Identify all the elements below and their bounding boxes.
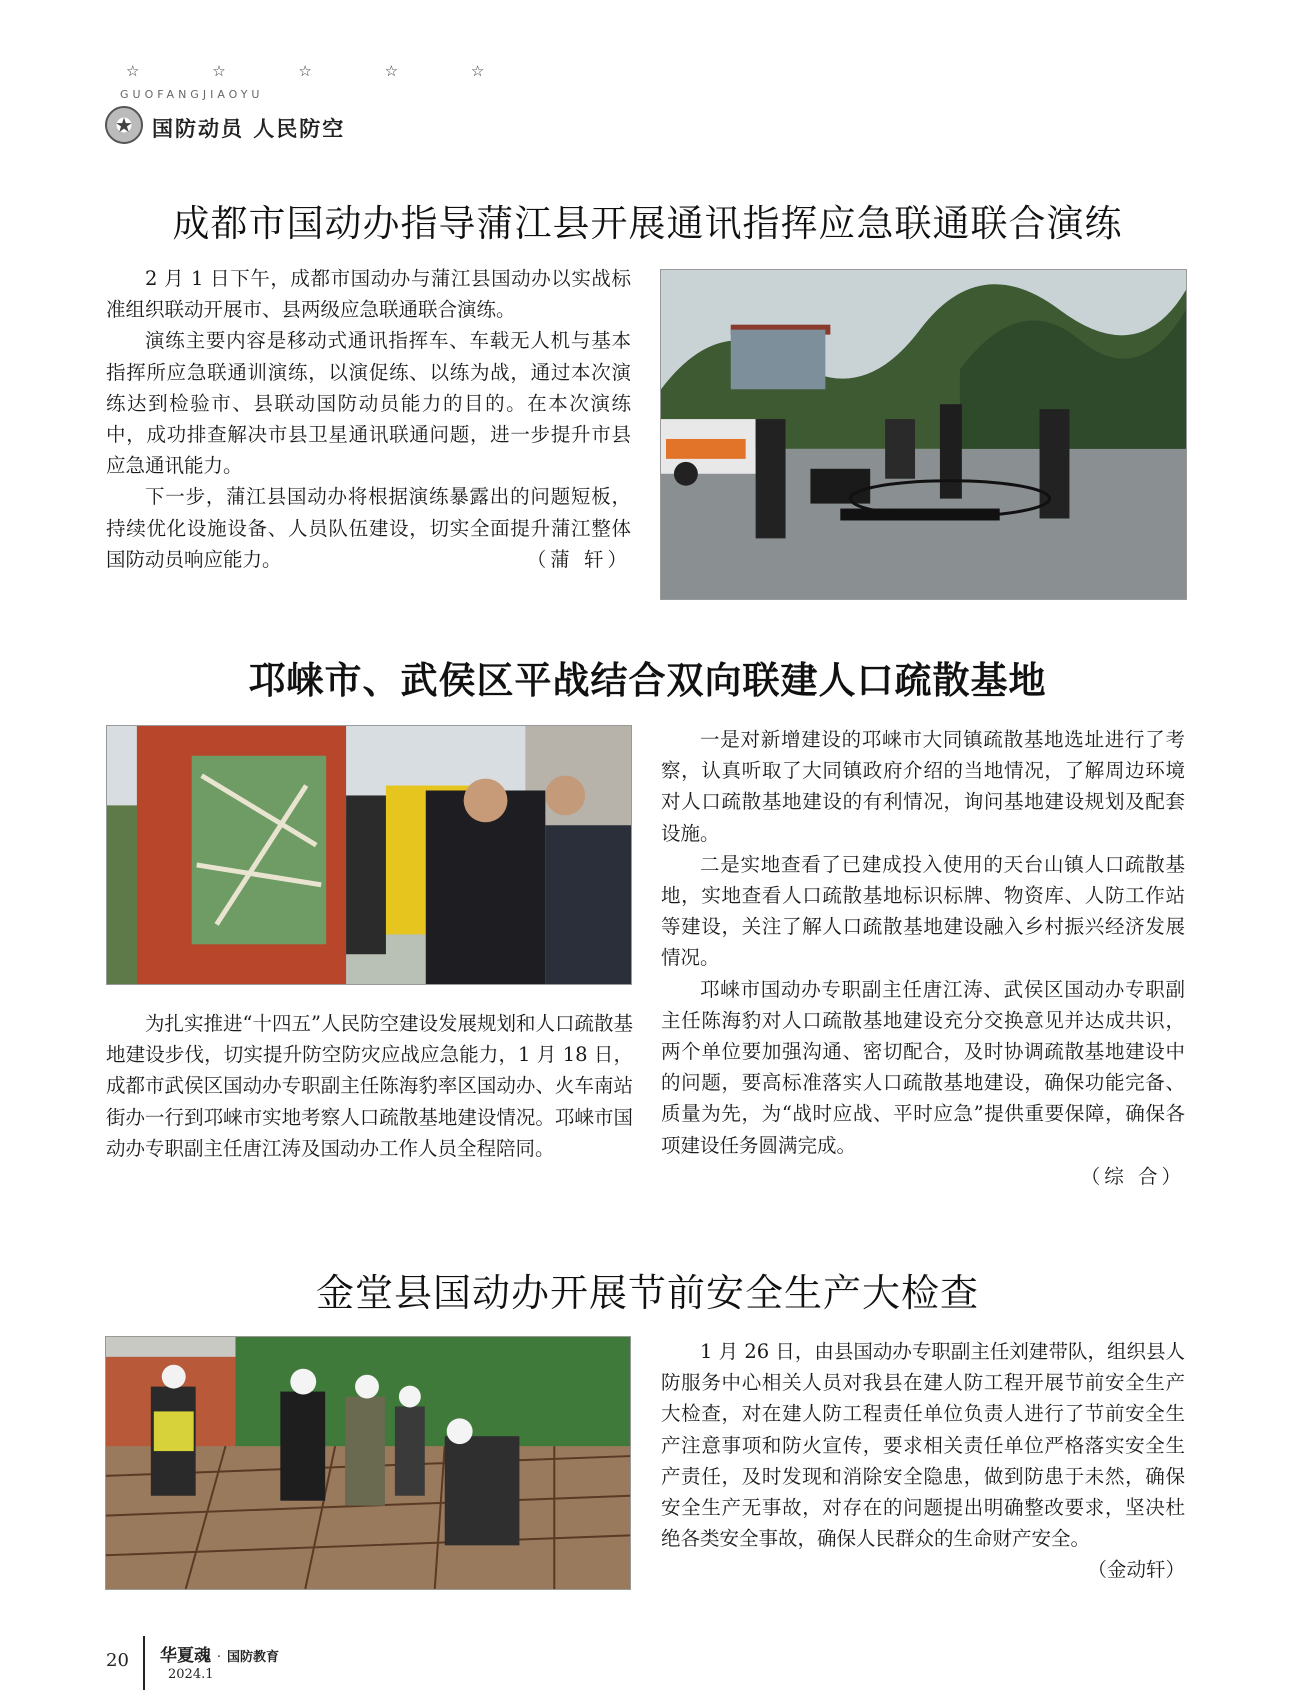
article3-paragraph: 1 月 26 日，由县国动办专职副主任刘建带队，组织县人防服务中心相关人员对我县在建人防工程开展节前安全生产大检查，对在建人防工程责任单位负责人进行了节前安全生产注意事项和防火宣传，要求相关责任单位严格落实安全生产责任，及时发现和消除安全隐患，做到防患于未然，确保安全生产无事故，对存在的问题提出明确整改要求，坚决杜绝各类安全事故，确保人民群众的生命财产安全。 （金动轩） (661, 1336, 1185, 1554)
article3-photo-site-inspection (105, 1336, 631, 1590)
article1-photo-drill-drone (660, 269, 1187, 600)
article3-body (661, 1336, 1185, 1586)
footer-separator: · (216, 1650, 222, 1665)
article1-paragraph: 2 月 1 日下午，成都市国动办与蒲江县国动办以实战标准组织联动开展市、县两级应急联通联合演练。 (106, 267, 631, 322)
article2-body-right (661, 724, 1185, 1192)
article2-paragraph: 一是对新增建设的邛崃市大同镇疏散基地选址进行了考察，认真听取了大同镇政府介绍的当地情况，了解周边环境对人口疏散基地建设的有利情况，询问基地建设规划及配套设施。 (661, 728, 1185, 845)
article2-photo-evacuation-map (106, 725, 632, 985)
article1-paragraph: 演练主要内容是移动式通讯指挥车、车载无人机与基本指挥所应急联通训演练，以演促练、以练为战，通过本次演练达到检验市、县联动国防动员能力的目的。在本次演练中，成功排查解决市县卫星通讯联通问题，进一步提升市县应急通讯能力。 (106, 329, 631, 478)
page-number: 20 (106, 1650, 129, 1671)
footer-magazine: 国防教育 (226, 1650, 279, 1665)
star-emblem-icon: ★ (105, 106, 143, 144)
footer-issue: 2024.1 (168, 1667, 214, 1682)
article2-paragraph: 邛崃市国动办专职副主任唐江涛、武侯区国动办专职副主任陈海豹对人口疏散基地建设充分交换意见并达成共识，两个单位要加强沟通、密切配合，及时协调疏散基地建设中的问题，要高标准落实人口疏散基地建设，确保功能完备、质量为先，为“战时应战、平时应急”提供重要保障，确保各项建设任务圆满完成。 (661, 977, 1185, 1157)
article2-paragraph: 二是实地查看了已建成投入使用的天台山镇人口疏散基地，实地查看人口疏散基地标识标牌、物资库、人防工作站等建设，关注了解人口疏散基地建设融入乡村振兴经济发展情况。 (661, 852, 1185, 970)
article1-body (106, 263, 631, 575)
article3-signature: （金动轩） (1087, 1558, 1185, 1582)
footer-brand (160, 1641, 279, 1666)
header-pinyin: GUOFANGJIAOYU (120, 88, 264, 101)
article1-title: 成都市国动办指导蒲江县开展通讯指挥应急联通联合演练 (172, 202, 1123, 245)
article1-signature: （蒲 轩） (526, 547, 631, 571)
article2-title: 邛崃市、武侯区平战结合双向联建人口疏散基地 (248, 659, 1047, 702)
footer-brand-name: 华夏魂 (160, 1646, 211, 1666)
section-title: 国防动员 人民防空 (152, 116, 346, 141)
article3-title: 金堂县国动办开展节前安全生产大检查 (315, 1271, 979, 1315)
header-stars: ☆ ☆ ☆ ☆ ☆ (126, 62, 519, 80)
article2-paragraph: 为扎实推进“十四五”人民防空建设发展规划和人口疏散基地建设步伐，切实提升防空防灾应战应急能力，1 月 18 日，成都市武侯区国动办专职副主任陈海豹率区国动办、火车南站街办一行到邛崃市实地考察人口疏散基地建设情况。邛崃市国动办专职副主任唐江涛及国动办工作人员全程陪同。 (106, 1012, 633, 1160)
footer-divider (143, 1636, 145, 1690)
article2-signature: （综 合） (1080, 1164, 1185, 1188)
article2-body-left (106, 1008, 633, 1164)
article1-paragraph: 下一步，蒲江县国动办将根据演练暴露出的问题短板，持续优化设施设备、人员队伍建设，切实全面提升蒲江整体国防动员响应能力。 （蒲 轩） (106, 481, 631, 575)
